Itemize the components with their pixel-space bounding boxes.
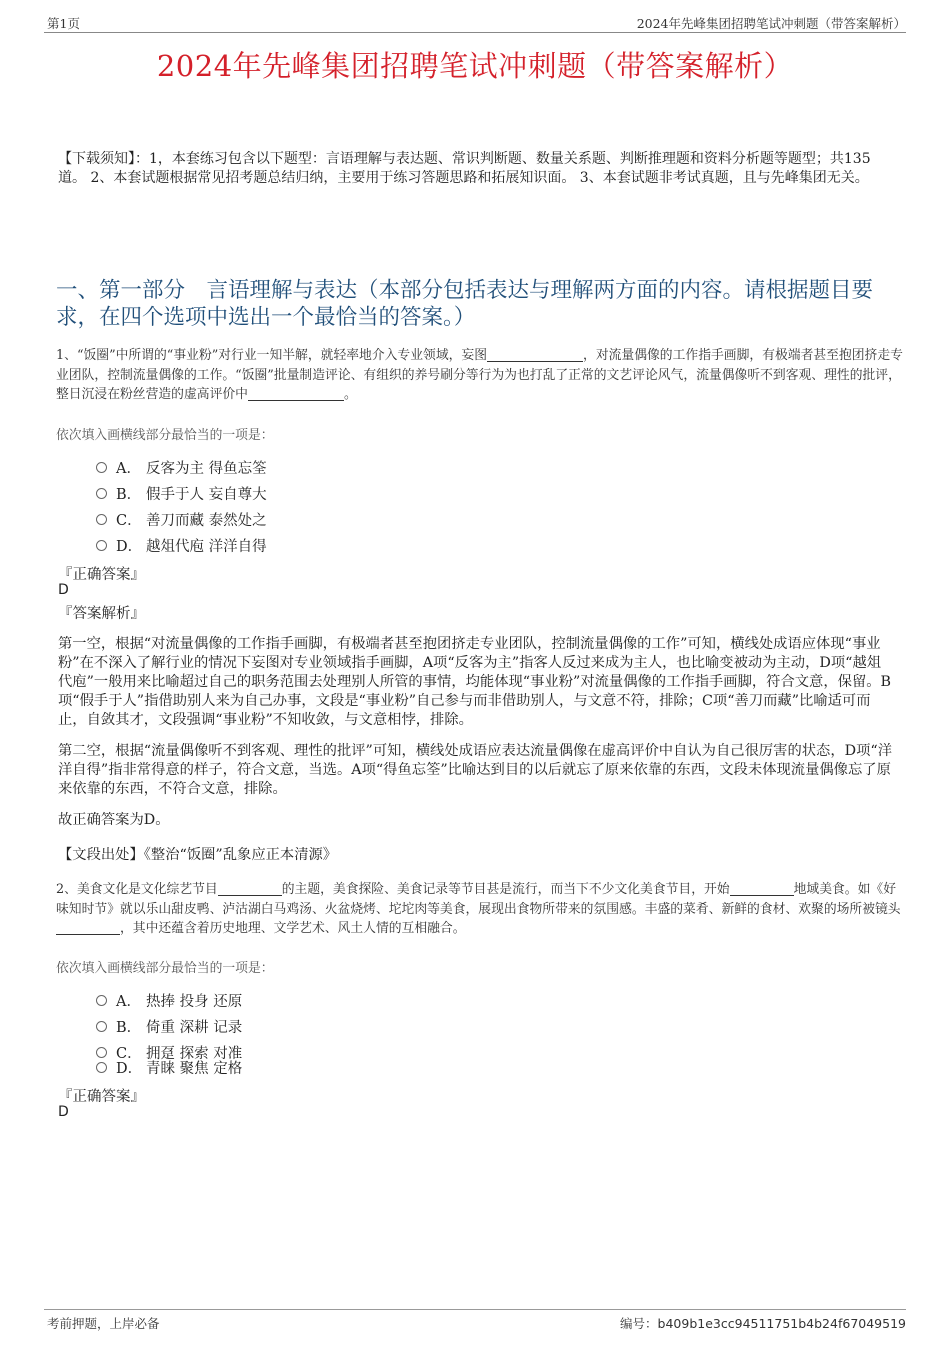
q2-blank-3	[56, 920, 120, 935]
radio-icon[interactable]	[96, 995, 107, 1006]
q2-text-b: 的主题，美食探险、美食记录等节目甚是流行，而当下不少文化美食节目，开始	[281, 882, 730, 897]
q1-conclusion: 故正确答案为D。	[58, 812, 170, 828]
q1-analysis-paragraph-1: 第一空，根据“对流量偶像的工作指手画脚，有极端者甚至抱团挤走专业团队，控制流量偶像的工作”可知，横线处成语应体现“事业粉”在不深入了解行业的情况下妄图对专业领域指手画脚，A项“反客为主”指客人反过来成为主人，也比喻变被动为主动，D项“越俎代庖”一般用来比喻超过自己的职务范围去处理别人所管的事情，均能体现“事业粉”对流量偶像的工作指手画脚，符合文意，保留。B项“假手于人”指借助别人来为自己办事，文段是“事业粉”自己参与而非借助别人，与文意不符，排除；C项“善刀而藏”比喻适可而止，自敛其才，文段强调“事业粉”不知收敛，与文意相悖，排除。	[58, 636, 892, 728]
footer-code	[620, 1314, 906, 1332]
download-notice: 【下载须知】：1，本套练习包含以下题型：言语理解与表达题、常识判断题、数量关系题、判断推理题和资料分析题等题型；共135道。 2、本套试题根据常见招考题总结归纳，主要用于练习答题思路和拓展知识面。 3、本套试题非考试真题，且与先峰集团无关。	[58, 151, 871, 186]
q2-option-d[interactable]: D． 青睐 聚焦 定格	[96, 1057, 242, 1078]
q2-answer-label: 『正确答案』	[58, 1089, 145, 1105]
q1-source: 【文段出处】《整治“饭圈”乱象应正本清源》	[58, 847, 338, 863]
question-1-stem	[56, 346, 904, 405]
footer-code-label: 编号：	[620, 1316, 658, 1331]
q2-text-d: ，其中还蕴含着历史地理、文学艺术、风土人情的互相融合。	[120, 921, 466, 936]
q1-analysis-paragraph-2: 第二空，根据“流量偶像听不到客观、理性的批评”可知，横线处成语应表达流量偶像在虚高评价中自认为自己很厉害的状态，D项“洋洋自得”指非常得意的样子，符合文意，当选。A项“得鱼忘筌”比喻达到目的以后就忘了原来依靠的东西，文段未体现流量偶像忘了原来依靠的东西，不符合文意，排除。	[58, 743, 893, 797]
q2-text-c: 地域美食。如《好味知时节》就以乐山甜皮鸭、泸沽湖白马鸡汤、火盆烧烤、坨坨肉等美食，展现出食物所带来的氛围感。丰盛的菜肴、新鲜的食材、欢聚的场所被镜头	[56, 882, 901, 917]
q1-text-c: 。	[343, 387, 357, 402]
footer-slogan: 考前押题，上岸必备	[47, 1316, 160, 1331]
q1-answer: D	[58, 582, 69, 598]
q1-answer-label: 『正确答案』	[58, 567, 145, 583]
radio-icon[interactable]	[96, 488, 107, 499]
header-doc-title: 2024年先峰集团招聘笔试冲刺题（带答案解析）	[636, 16, 906, 31]
page-title: 2024年先峰集团招聘笔试冲刺题（带答案解析）	[156, 49, 794, 83]
radio-icon[interactable]	[96, 462, 107, 473]
q1-option-c[interactable]: C． 善刀而藏 泰然处之	[96, 509, 267, 530]
radio-icon[interactable]	[96, 514, 107, 525]
footer-divider	[44, 1309, 906, 1310]
q1-option-a[interactable]: A． 反客为主 得鱼忘筌	[96, 457, 267, 478]
q2-answer: D	[58, 1104, 69, 1120]
radio-icon[interactable]	[96, 540, 107, 551]
q2-option-c[interactable]: C． 拥趸 探索 对准	[96, 1042, 242, 1063]
q2-option-a[interactable]: A． 热捧 投身 还原	[96, 990, 242, 1011]
question-2-stem	[56, 880, 904, 939]
radio-icon[interactable]	[96, 1062, 107, 1073]
q2-blank-1	[218, 881, 282, 896]
section-heading: 一、第一部分 言语理解与表达（本部分包括表达与理解两方面的内容。请根据题目要求，在四个选项中选出一个最恰当的答案。）	[56, 278, 874, 330]
q1-option-d[interactable]: D． 越俎代庖 洋洋自得	[96, 535, 267, 556]
q2-text-a: 2、美食文化是文化综艺节目	[56, 882, 218, 897]
q1-option-b[interactable]: B． 假手于人 妄自尊大	[96, 483, 267, 504]
q1-blank-1	[487, 347, 583, 362]
radio-icon[interactable]	[96, 1021, 107, 1032]
header-page-number: 第1页	[47, 16, 80, 31]
q1-analysis-label: 『答案解析』	[58, 606, 145, 622]
question-1-prompt: 依次填入画横线部分最恰当的一项是：	[56, 428, 274, 443]
footer-code-value: b409b1e3cc94511751b4b24f67049519	[657, 1316, 906, 1331]
header-divider	[44, 32, 906, 33]
q2-option-b[interactable]: B． 倚重 深耕 记录	[96, 1016, 242, 1037]
q1-text-a: 1、“饭圈”中所谓的“事业粉”对行业一知半解，就轻率地介入专业领域，妄图	[56, 348, 488, 363]
q1-text-b: ，对流量偶像的工作指手画脚，有极端者甚至抱团挤走专业团队，控制流量偶像的工作。“饭圈”批量制造评论、有组织的养号刷分等行为为也打乱了正常的文艺评论风气，流量偶像听不到客观、理性的批评，整日沉浸在粉丝营造的虚高评价中	[56, 348, 903, 402]
q1-blank-2	[248, 386, 344, 401]
question-2-prompt: 依次填入画横线部分最恰当的一项是：	[56, 961, 274, 976]
q2-blank-2	[730, 881, 794, 896]
